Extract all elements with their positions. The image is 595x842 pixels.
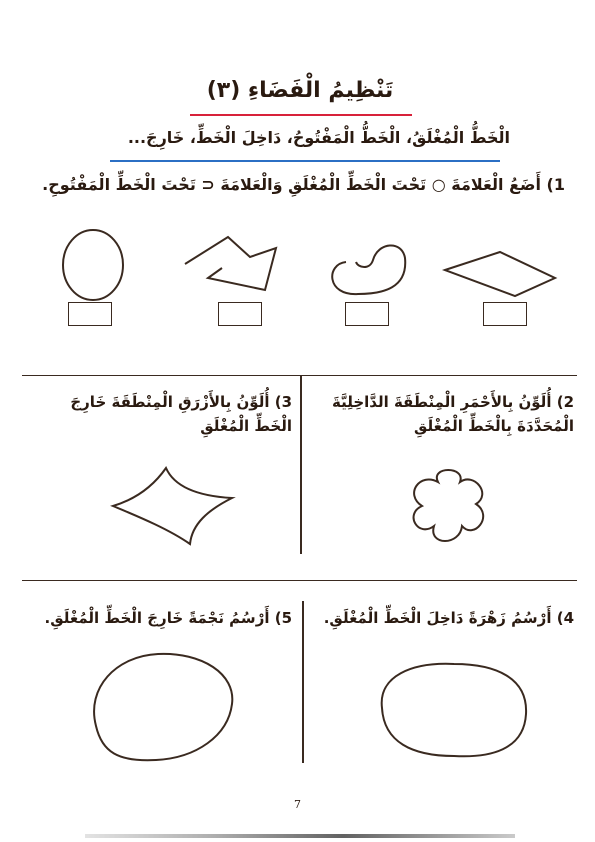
closed-oval-shape <box>55 225 135 305</box>
exercise-2-text: أُلَوِّنُ بِالأَحْمَرِ الْمِنْطَقَةَ الدَّاخِلِيَّةَ الْمُحَدَّدَةَ بِالْخَطِّ الْمُغْلَقِ <box>331 393 574 435</box>
exercise-5-instruction <box>30 606 292 630</box>
answer-box-2[interactable] <box>218 302 262 326</box>
exercise-3-text: أُلَوِّنُ بِالأَزْرَقِ الْمِنْطَقَةَ خَارِجَ الْخَطِّ الْمُغْلَقِ <box>70 393 292 435</box>
lesson-title: تَنْظِيمُ الْفَضَاءِ (٣) <box>206 78 394 103</box>
topics-underline <box>110 160 500 162</box>
column-divider-middle <box>300 376 302 554</box>
exercise-1-number: 1) <box>546 175 565 194</box>
exercise-2-instruction <box>312 390 574 438</box>
closed-cloud-shape[interactable] <box>408 460 496 546</box>
closed-star-shape[interactable] <box>108 464 238 546</box>
answer-box-1[interactable] <box>68 302 112 326</box>
exercise-1-text: أَضَعُ الْعَلامَةَ ○ تَحْتَ الْخَطِّ الْمُغْلَقِ وَالْعَلامَةَ ⊂ تَحْتَ الْخَطِّ الْمَفْتُوحِ. <box>42 175 541 194</box>
title-underline <box>190 114 412 116</box>
exercise-1-instruction <box>40 172 565 198</box>
section-divider-bottom <box>22 580 577 581</box>
closed-drawing-region-right[interactable] <box>372 658 534 760</box>
lesson-topics: الْخَطُّ الْمُغْلَقُ، الْخَطُّ الْمَفْتُوحُ، دَاخِلَ الْخَطِّ، خَارِجَ... <box>127 128 510 147</box>
exercise-4-number: 4) <box>556 609 574 627</box>
answer-box-3[interactable] <box>345 302 389 326</box>
exercise-3-instruction <box>30 390 292 438</box>
exercise-4-text: أَرْسُمُ زَهْرَةً دَاخِلَ الْخَطِّ الْمُغْلَقِ. <box>323 609 552 627</box>
exercise-3-number: 3) <box>274 393 292 411</box>
closed-drawing-region-left[interactable] <box>86 648 238 766</box>
open-polygon-shape <box>180 232 290 302</box>
exercise-2-number: 2) <box>556 393 574 411</box>
exercise-5-number: 5) <box>274 609 292 627</box>
answer-box-4[interactable] <box>483 302 527 326</box>
page-number: 7 <box>294 798 301 811</box>
open-curve-shape <box>328 238 410 300</box>
exercise-4-instruction <box>312 606 574 630</box>
column-divider-bottom <box>302 601 304 763</box>
closed-quadrilateral-shape <box>440 248 560 300</box>
scan-edge-strip <box>85 834 515 838</box>
exercise-5-text: أَرْسُمُ نَجْمَةً خَارِجَ الْخَطِّ الْمُغْلَقِ. <box>44 609 270 627</box>
